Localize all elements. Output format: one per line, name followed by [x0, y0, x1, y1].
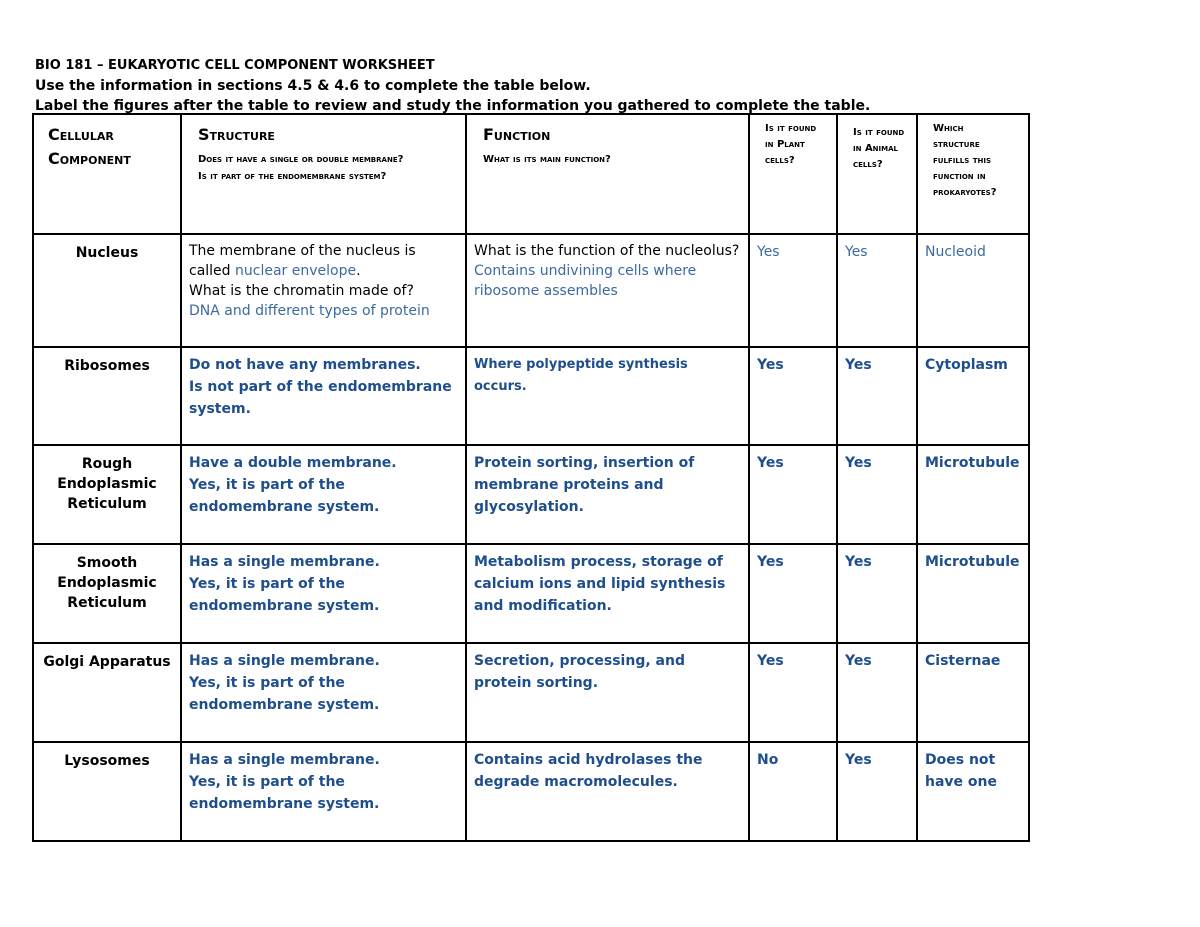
table-row	[33, 544, 1029, 643]
nucleus-function-a1: Contains undivining cells where ribosome assembles	[474, 263, 697, 299]
nucleus-function-q1: What is the function of the nucleolus?	[474, 243, 740, 259]
smooth-er-animal: Yes	[837, 544, 917, 643]
rough-er-function: Protein sorting, insertion of membrane proteins and glycosylation.	[466, 445, 749, 544]
table-row	[33, 234, 1029, 347]
table-row	[33, 445, 1029, 544]
lysosomes-structure: Has a single membrane. Yes, it is part of the endomembrane system.	[181, 742, 466, 841]
lysosomes-function: Contains acid hydrolases the degrade macromolecules.	[466, 742, 749, 841]
nucleus-structure-a1: nuclear envelope	[235, 263, 357, 279]
header-animal	[837, 114, 917, 234]
nucleus-plant: Yes	[749, 234, 837, 347]
lysosomes-prokaryotes: Does not have one	[917, 742, 1029, 841]
row-name-golgi: Golgi Apparatus	[33, 643, 181, 742]
header-prokaryotes-text: Which structure fulfills this function in prokaryotes?	[933, 123, 997, 198]
header-component-line2: Component	[48, 149, 131, 168]
nucleus-animal: Yes	[837, 234, 917, 347]
header-plant-text: Is it found in Plant cells?	[765, 123, 817, 166]
golgi-prokaryotes: Cisternae	[917, 643, 1029, 742]
ribosomes-prokaryotes: Cytoplasm	[917, 347, 1029, 445]
header-structure-q2: Is it part of the endomembrane system?	[198, 171, 387, 182]
nucleus-function	[466, 234, 749, 347]
table-row	[33, 643, 1029, 742]
rough-er-structure: Have a double membrane. Yes, it is part of the endomembrane system.	[181, 445, 466, 544]
worksheet-title: BIO 181 – EUKARYOTIC CELL COMPONENT WORKSHEET	[35, 58, 435, 73]
header-prokaryotes	[917, 114, 1029, 234]
row-name-nucleus: Nucleus	[33, 234, 181, 347]
smooth-er-prokaryotes: Microtubule	[917, 544, 1029, 643]
row-name-rough-er: Rough Endoplasmic Reticulum	[33, 445, 181, 544]
golgi-function: Secretion, processing, and protein sorting.	[466, 643, 749, 742]
header-structure	[181, 114, 466, 234]
lysosomes-animal: Yes	[837, 742, 917, 841]
smooth-er-structure: Has a single membrane. Yes, it is part of the endomembrane system.	[181, 544, 466, 643]
header-component-line1: Cellular	[48, 125, 114, 144]
ribosomes-function: Where polypeptide synthesis occurs.	[466, 347, 749, 445]
table-row	[33, 347, 1029, 445]
header-function-title: Function	[483, 125, 551, 144]
table-header-row	[33, 114, 1029, 234]
header-animal-text: Is it found in Animal cells?	[853, 127, 905, 170]
instruction-line-2: Label the figures after the table to review and study the information you gathered to complete the table.	[35, 98, 871, 114]
rough-er-prokaryotes: Microtubule	[917, 445, 1029, 544]
cell-component-table	[32, 113, 1030, 842]
golgi-animal: Yes	[837, 643, 917, 742]
ribosomes-plant: Yes	[749, 347, 837, 445]
worksheet-header	[35, 56, 870, 116]
header-function-q1: What is its main function?	[483, 154, 611, 165]
nucleus-structure-a2: DNA and different types of protein	[189, 303, 430, 319]
nucleus-structure: The membrane of the nucleus is called nuclear envelope. What is the chromatin made of? DNA and different types of protein	[181, 234, 466, 347]
nucleus-structure-q1: The membrane of the nucleus is called	[189, 243, 416, 279]
smooth-er-function: Metabolism process, storage of calcium ions and lipid synthesis and modification.	[466, 544, 749, 643]
row-name-smooth-er: Smooth Endoplasmic Reticulum	[33, 544, 181, 643]
table-row	[33, 742, 1029, 841]
header-function	[466, 114, 749, 234]
golgi-structure: Has a single membrane. Yes, it is part of the endomembrane system.	[181, 643, 466, 742]
rough-er-plant: Yes	[749, 445, 837, 544]
golgi-plant: Yes	[749, 643, 837, 742]
header-plant	[749, 114, 837, 234]
lysosomes-plant: No	[749, 742, 837, 841]
instruction-line-1: Use the information in sections 4.5 & 4.6 to complete the table below.	[35, 78, 591, 94]
row-name-lysosomes: Lysosomes	[33, 742, 181, 841]
header-component	[33, 114, 181, 234]
row-name-ribosomes: Ribosomes	[33, 347, 181, 445]
ribosomes-animal: Yes	[837, 347, 917, 445]
rough-er-animal: Yes	[837, 445, 917, 544]
nucleus-structure-q2: What is the chromatin made of?	[189, 283, 414, 299]
header-structure-q1: Does it have a single or double membrane?	[198, 154, 404, 165]
header-structure-title: Structure	[198, 125, 275, 144]
smooth-er-plant: Yes	[749, 544, 837, 643]
nucleus-prokaryotes: Nucleoid	[917, 234, 1029, 347]
ribosomes-structure: Do not have any membranes. Is not part of the endomembrane system.	[181, 347, 466, 445]
